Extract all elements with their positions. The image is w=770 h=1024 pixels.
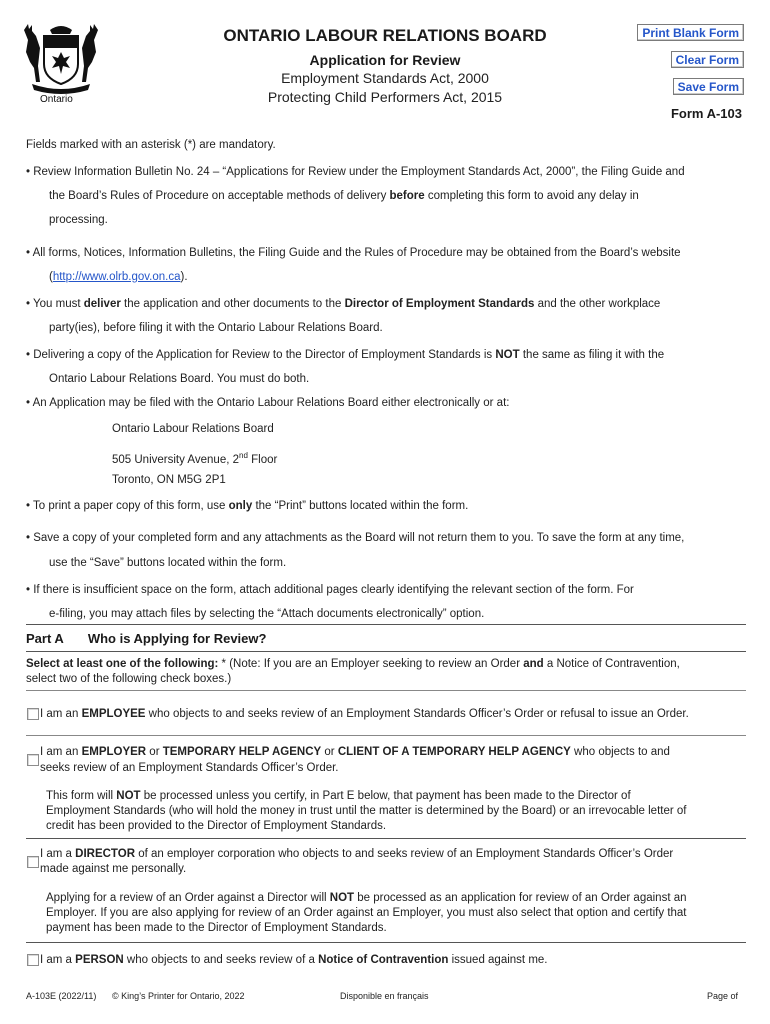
employer-checkbox[interactable] <box>27 754 39 766</box>
director-option-line-2: made against me personally. <box>40 863 187 875</box>
employer-option-line-2: seeks review of an Employment Standards Officer’s Order. <box>40 762 339 774</box>
bullet-3-line-2: party(ies), before filing it with the Ontario Labour Relations Board. <box>49 322 383 334</box>
divider <box>26 942 746 943</box>
mandatory-note: Fields marked with an asterisk (*) are mandatory. <box>26 139 276 151</box>
person-checkbox[interactable] <box>27 954 39 966</box>
bullet-8-line-2: e-filing, you may attach files by selecting the “Attach documents electronically” option. <box>49 608 485 620</box>
divider <box>26 651 746 652</box>
divider <box>26 624 746 625</box>
form-number: Form A-103 <box>670 106 742 121</box>
clear-form-button[interactable]: Clear Form <box>671 51 744 68</box>
bullet-1-line-2: the Board’s Rules of Procedure on acceptable methods of delivery before completing this form to avoid any delay in <box>49 190 639 202</box>
divider <box>26 735 746 736</box>
bullet-1-line-3: processing. <box>49 214 108 226</box>
bullet-2-line-2: (http://www.olrb.gov.on.ca). <box>49 271 188 283</box>
form-subtitle: Application for Review <box>309 52 461 68</box>
employee-option-label: I am an EMPLOYEE who objects to and seeks review of an Employment Standards Officer’s Order or refusal to issue an Order. <box>40 708 689 720</box>
bullet-4-line-2: Ontario Labour Relations Board. You must do both. <box>49 373 310 385</box>
bullet-1-line-1: • Review Information Bulletin No. 24 – “Applications for Review under the Employment Standards Act, 2000”, the Filing Guide and <box>26 166 685 178</box>
bullet-2-line-1: • All forms, Notices, Information Bulletins, the Filing Guide and the Rules of Procedure may be obtained from the Board’s website <box>26 247 681 259</box>
page-title: ONTARIO LABOUR RELATIONS BOARD <box>223 26 547 45</box>
form-code: A-103E (2022/11) <box>26 991 97 1001</box>
act-name-1: Employment Standards Act, 2000 <box>281 70 489 86</box>
bullet-4-line-1: • Delivering a copy of the Application for Review to the Director of Employment Standards is NOT the same as filing it with the <box>26 349 665 361</box>
french-availability: Disponible en français <box>340 991 429 1001</box>
bullet-3-line-1: • You must deliver the application and other documents to the Director of Employment Standards and the other workplace <box>26 298 661 310</box>
employer-note: This form will NOT be processed unless you certify, in Part E below, that payment has been made to the Director of Employment Standards (who will hold the money in trust until the matter is determined by the Board) or an irrevocable letter of credit has been provided to the Director of Employment Standards. <box>46 790 687 832</box>
part-a-heading: Part A Who is Applying for Review? <box>26 631 267 646</box>
save-form-button[interactable]: Save Form <box>673 78 744 95</box>
employer-option-line-1: I am an EMPLOYER or TEMPORARY HELP AGENCY or CLIENT OF A TEMPORARY HELP AGENCY who objects to and <box>40 746 670 758</box>
director-note: Applying for a review of an Order against a Director will NOT be processed as an application for review of an Order against an Employer. If you are also applying for review of an Order against an Employer, you must also select that option and certify that payment has been made to the Director of Employment Standards. <box>46 892 687 934</box>
bullet-6-line-1: • To print a paper copy of this form, use only the “Print” buttons located within the form. <box>26 500 469 512</box>
select-instruction-line-1: Select at least one of the following: * (Note: If you are an Employer seeking to review an Order and a Notice of Contravention, <box>26 658 680 670</box>
crest-label: Ontario <box>40 94 73 105</box>
select-instruction-line-2: select two of the following check boxes.) <box>26 673 232 685</box>
employee-checkbox[interactable] <box>27 708 39 720</box>
address-line-2: 505 University Avenue, 2nd Floor <box>112 451 278 466</box>
divider <box>26 838 746 839</box>
page-number: Page of <box>707 991 739 1001</box>
director-option-line-1: I am a DIRECTOR of an employer corporation who objects to and seeks review of an Employment Standards Officer’s Order <box>40 848 674 860</box>
act-name-2: Protecting Child Performers Act, 2015 <box>267 89 503 105</box>
bullet-5-line-1: • An Application may be filed with the Ontario Labour Relations Board either electronically or at: <box>26 397 510 409</box>
address-line-3: Toronto, ON M5G 2P1 <box>112 474 226 486</box>
person-option-label: I am a PERSON who objects to and seeks review of a Notice of Contravention issued against me. <box>40 954 548 966</box>
bullet-7-line-2: use the “Save” buttons located within the form. <box>49 557 287 569</box>
director-checkbox[interactable] <box>27 856 39 868</box>
bullet-7-line-1: • Save a copy of your completed form and any attachments as the Board will not return them to you. To save the form at any time, <box>26 532 685 544</box>
address-line-1: Ontario Labour Relations Board <box>112 423 274 435</box>
print-blank-form-button[interactable]: Print Blank Form <box>637 24 744 41</box>
copyright: © King’s Printer for Ontario, 2022 <box>112 991 245 1001</box>
divider <box>26 690 746 691</box>
bullet-8-line-1: • If there is insufficient space on the form, attach additional pages clearly identifying the relevant section of the form. For <box>26 584 634 596</box>
olrb-website-link[interactable]: http://www.olrb.gov.on.ca <box>52 271 181 283</box>
